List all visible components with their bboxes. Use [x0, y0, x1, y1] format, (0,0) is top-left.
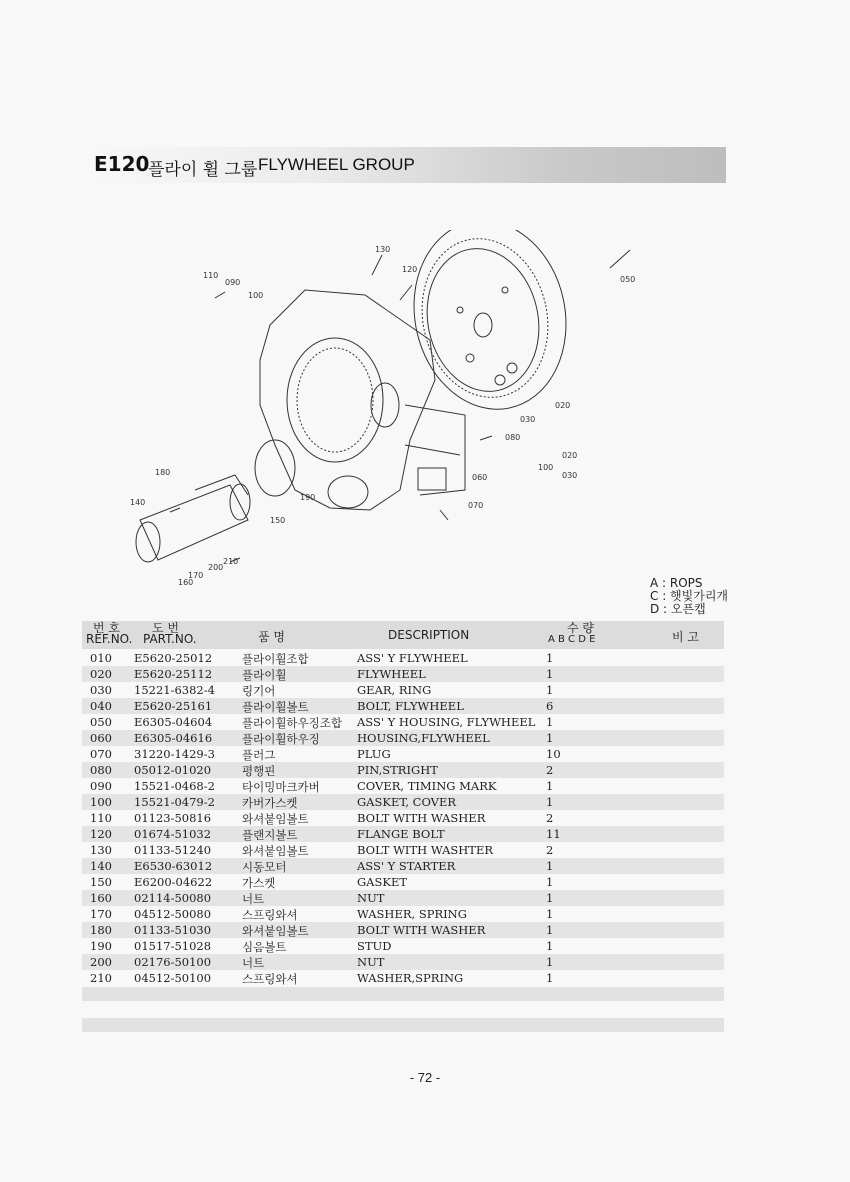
callout: 160 — [178, 578, 194, 587]
description: GASKET, COVER — [357, 795, 457, 809]
table-row — [82, 874, 724, 890]
callout: 100 — [248, 291, 264, 300]
description: PLUG — [357, 747, 391, 761]
description: ASS' Y HOUSING, FLYWHEEL — [357, 715, 536, 729]
ref-no: 010 — [90, 651, 112, 665]
callout: 030 — [520, 415, 536, 424]
part-no: 04512-50080 — [134, 907, 212, 921]
callout: 100 — [538, 463, 554, 472]
part-name-korean: 카버가스켓 — [242, 796, 298, 810]
description: ASS' Y STARTER — [357, 859, 456, 873]
ref-no: 110 — [90, 811, 112, 825]
part-no: 01674-51032 — [134, 827, 212, 841]
quantity: 6 — [546, 699, 554, 713]
ref-no: 090 — [90, 779, 112, 793]
group-title-korean: 플라이 휠 그룹 — [148, 160, 258, 180]
description: BOLT WITH WASHTER — [357, 843, 494, 857]
ref-no: 200 — [90, 955, 112, 969]
ref-no: 140 — [90, 859, 112, 873]
part-name-korean: 평행핀 — [242, 764, 276, 778]
table-row — [82, 682, 724, 698]
quantity: 1 — [546, 955, 554, 969]
ref-no: 190 — [90, 939, 112, 953]
part-name-korean: 타이밍마크카버 — [242, 780, 320, 794]
callout: 180 — [155, 468, 171, 477]
table-row — [82, 698, 724, 714]
part-name-korean: 너트 — [242, 956, 265, 970]
ref-no: 150 — [90, 875, 112, 889]
part-no: E6200-04622 — [134, 875, 213, 889]
description: PIN,STRIGHT — [357, 763, 438, 777]
part-name-korean: 와셔붙임볼트 — [242, 844, 309, 858]
quantity: 1 — [546, 731, 554, 745]
description: BOLT WITH WASHER — [357, 923, 486, 937]
callout: 080 — [505, 433, 521, 442]
quantity: 1 — [546, 715, 554, 729]
part-name-korean: 시동모터 — [242, 860, 287, 874]
callout: 070 — [468, 501, 484, 510]
table-row — [82, 650, 724, 666]
callout: 190 — [300, 493, 316, 502]
header-description: DESCRIPTION — [388, 628, 470, 642]
part-name-korean: 가스켓 — [242, 876, 276, 890]
table-row — [82, 746, 724, 762]
header-ref-en: REF.NO. — [86, 632, 133, 646]
ref-no: 040 — [90, 699, 112, 713]
table-row — [82, 922, 724, 938]
legend — [650, 577, 728, 616]
part-name-korean: 너트 — [242, 892, 265, 906]
ref-no: 060 — [90, 731, 112, 745]
description: FLANGE BOLT — [357, 827, 445, 841]
part-no: E6530-63012 — [134, 859, 213, 873]
starter-motor-drawing — [136, 440, 295, 562]
callout: 120 — [402, 265, 418, 274]
table-row — [82, 794, 724, 810]
blank-row-band — [82, 1018, 724, 1032]
part-name-korean: 플라이휠하우징 — [242, 732, 320, 746]
part-name-korean: 플라이휠하우징조합 — [242, 716, 342, 730]
part-no: 05012-01020 — [134, 763, 212, 777]
description: BOLT WITH WASHER — [357, 811, 486, 825]
part-no: 01133-51030 — [134, 923, 212, 937]
table-row — [82, 762, 724, 778]
part-no: 15221-6382-4 — [134, 683, 215, 697]
quantity: 1 — [546, 939, 554, 953]
quantity: 1 — [546, 891, 554, 905]
callout: 110 — [203, 271, 219, 280]
part-name-korean: 스프링와셔 — [242, 972, 298, 986]
callout: 020 — [562, 451, 578, 460]
header-name-ko: 품 명 — [258, 630, 285, 644]
blank-row-band — [82, 987, 724, 1001]
ref-no: 080 — [90, 763, 112, 777]
quantity: 2 — [546, 763, 554, 777]
page-number: - 72 - — [409, 1070, 441, 1085]
table-row — [82, 858, 724, 874]
callout: 030 — [562, 471, 578, 480]
callout: 060 — [472, 473, 488, 482]
description: FLYWHEEL — [357, 667, 426, 681]
ref-no: 100 — [90, 795, 112, 809]
part-no: 15521-0468-2 — [134, 779, 215, 793]
ref-no: 020 — [90, 667, 112, 681]
quantity: 1 — [546, 923, 554, 937]
quantity: 2 — [546, 843, 554, 857]
quantity: 1 — [546, 971, 554, 985]
part-no: 31220-1429-3 — [134, 747, 215, 761]
table-row — [82, 890, 724, 906]
table-row — [82, 778, 724, 794]
part-name-korean: 플라이휠볼트 — [242, 700, 309, 714]
description: NUT — [357, 955, 385, 969]
table-row — [82, 842, 724, 858]
description: GASKET — [357, 875, 408, 889]
parts-table — [82, 650, 724, 986]
description: HOUSING,FLYWHEEL — [357, 731, 490, 745]
table-row — [82, 826, 724, 842]
quantity: 2 — [546, 811, 554, 825]
part-no: E6305-04616 — [134, 731, 213, 745]
quantity: 1 — [546, 667, 554, 681]
table-row — [82, 666, 724, 682]
flywheel-drawing — [397, 230, 583, 424]
header-part-en: PART.NO. — [143, 632, 197, 646]
ref-no: 170 — [90, 907, 112, 921]
header-remarks: 비 고 — [672, 630, 699, 644]
legend-rops: A : ROPS — [650, 576, 703, 590]
part-no: 15521-0479-2 — [134, 795, 215, 809]
callout: 090 — [225, 278, 241, 287]
part-name-korean: 플랜지볼트 — [242, 828, 298, 842]
table-row — [82, 906, 724, 922]
description: WASHER,SPRING — [357, 971, 464, 985]
header-qty-columns: A B C D E — [548, 634, 596, 645]
part-no: E5620-25012 — [134, 651, 213, 665]
quantity: 11 — [546, 827, 561, 841]
table-row — [82, 970, 724, 986]
part-no: 01133-51240 — [134, 843, 212, 857]
table-row — [82, 954, 724, 970]
callout: 020 — [555, 401, 571, 410]
legend-sunshade: C : 햇빛가리개 — [650, 589, 729, 603]
part-name-korean: 플라이휠조합 — [242, 652, 309, 666]
diagram-callouts — [130, 245, 635, 587]
part-name-korean: 스프링와셔 — [242, 908, 298, 922]
part-no: 01517-51028 — [134, 939, 212, 953]
part-no: 02176-50100 — [134, 955, 212, 969]
ref-no: 180 — [90, 923, 112, 937]
quantity: 10 — [546, 747, 561, 761]
quantity: 1 — [546, 795, 554, 809]
table-row — [82, 730, 724, 746]
part-no: 04512-50100 — [134, 971, 212, 985]
quantity: 1 — [546, 907, 554, 921]
ref-no: 050 — [90, 715, 112, 729]
part-name-korean: 와셔붙임볼트 — [242, 812, 309, 826]
ref-no: 160 — [90, 891, 112, 905]
part-no: E5620-25112 — [134, 667, 213, 681]
part-no: 01123-50816 — [134, 811, 212, 825]
quantity: 1 — [546, 651, 554, 665]
part-no: 02114-50080 — [134, 891, 212, 905]
description: ASS' Y FLYWHEEL — [357, 651, 468, 665]
header-ref-ko: 번 호 — [93, 621, 120, 635]
header-qty-ko: 수 량 — [567, 621, 594, 635]
part-name-korean: 플라이휠 — [242, 668, 287, 682]
ref-no: 210 — [90, 971, 112, 985]
quantity: 1 — [546, 875, 554, 889]
table-row — [82, 714, 724, 730]
part-name-korean: 링기어 — [242, 684, 276, 698]
ref-no: 070 — [90, 747, 112, 761]
quantity: 1 — [546, 779, 554, 793]
quantity: 1 — [546, 859, 554, 873]
description: STUD — [357, 939, 392, 953]
description: WASHER, SPRING — [357, 907, 467, 921]
callout: 200 — [208, 563, 224, 572]
part-name-korean: 와셔붙임볼트 — [242, 924, 309, 938]
callout: 130 — [375, 245, 391, 254]
description: GEAR, RING — [357, 683, 432, 697]
description: NUT — [357, 891, 385, 905]
description: COVER, TIMING MARK — [357, 779, 497, 793]
exploded-parts-diagram — [100, 230, 660, 600]
quantity: 1 — [546, 683, 554, 697]
callout: 170 — [188, 571, 204, 580]
legend-open-cab: D : 오픈캡 — [650, 602, 706, 616]
table-row — [82, 938, 724, 954]
callout: 140 — [130, 498, 146, 507]
callout: 050 — [620, 275, 636, 284]
ref-no: 030 — [90, 683, 112, 697]
ref-no: 120 — [90, 827, 112, 841]
table-row — [82, 810, 724, 826]
flywheel-housing-drawing — [260, 290, 465, 510]
group-code: E120 — [94, 152, 150, 176]
ref-no: 130 — [90, 843, 112, 857]
description: BOLT, FLYWHEEL — [357, 699, 464, 713]
callout: 150 — [270, 516, 286, 525]
part-name-korean: 플러그 — [242, 748, 276, 762]
callout: 210 — [223, 557, 239, 566]
part-no: E6305-04604 — [134, 715, 213, 729]
part-no: E5620-25161 — [134, 699, 213, 713]
group-title-english: FLYWHEEL GROUP — [258, 155, 415, 174]
header-part-ko: 도 번 — [152, 621, 179, 635]
part-name-korean: 심음볼트 — [242, 940, 287, 954]
